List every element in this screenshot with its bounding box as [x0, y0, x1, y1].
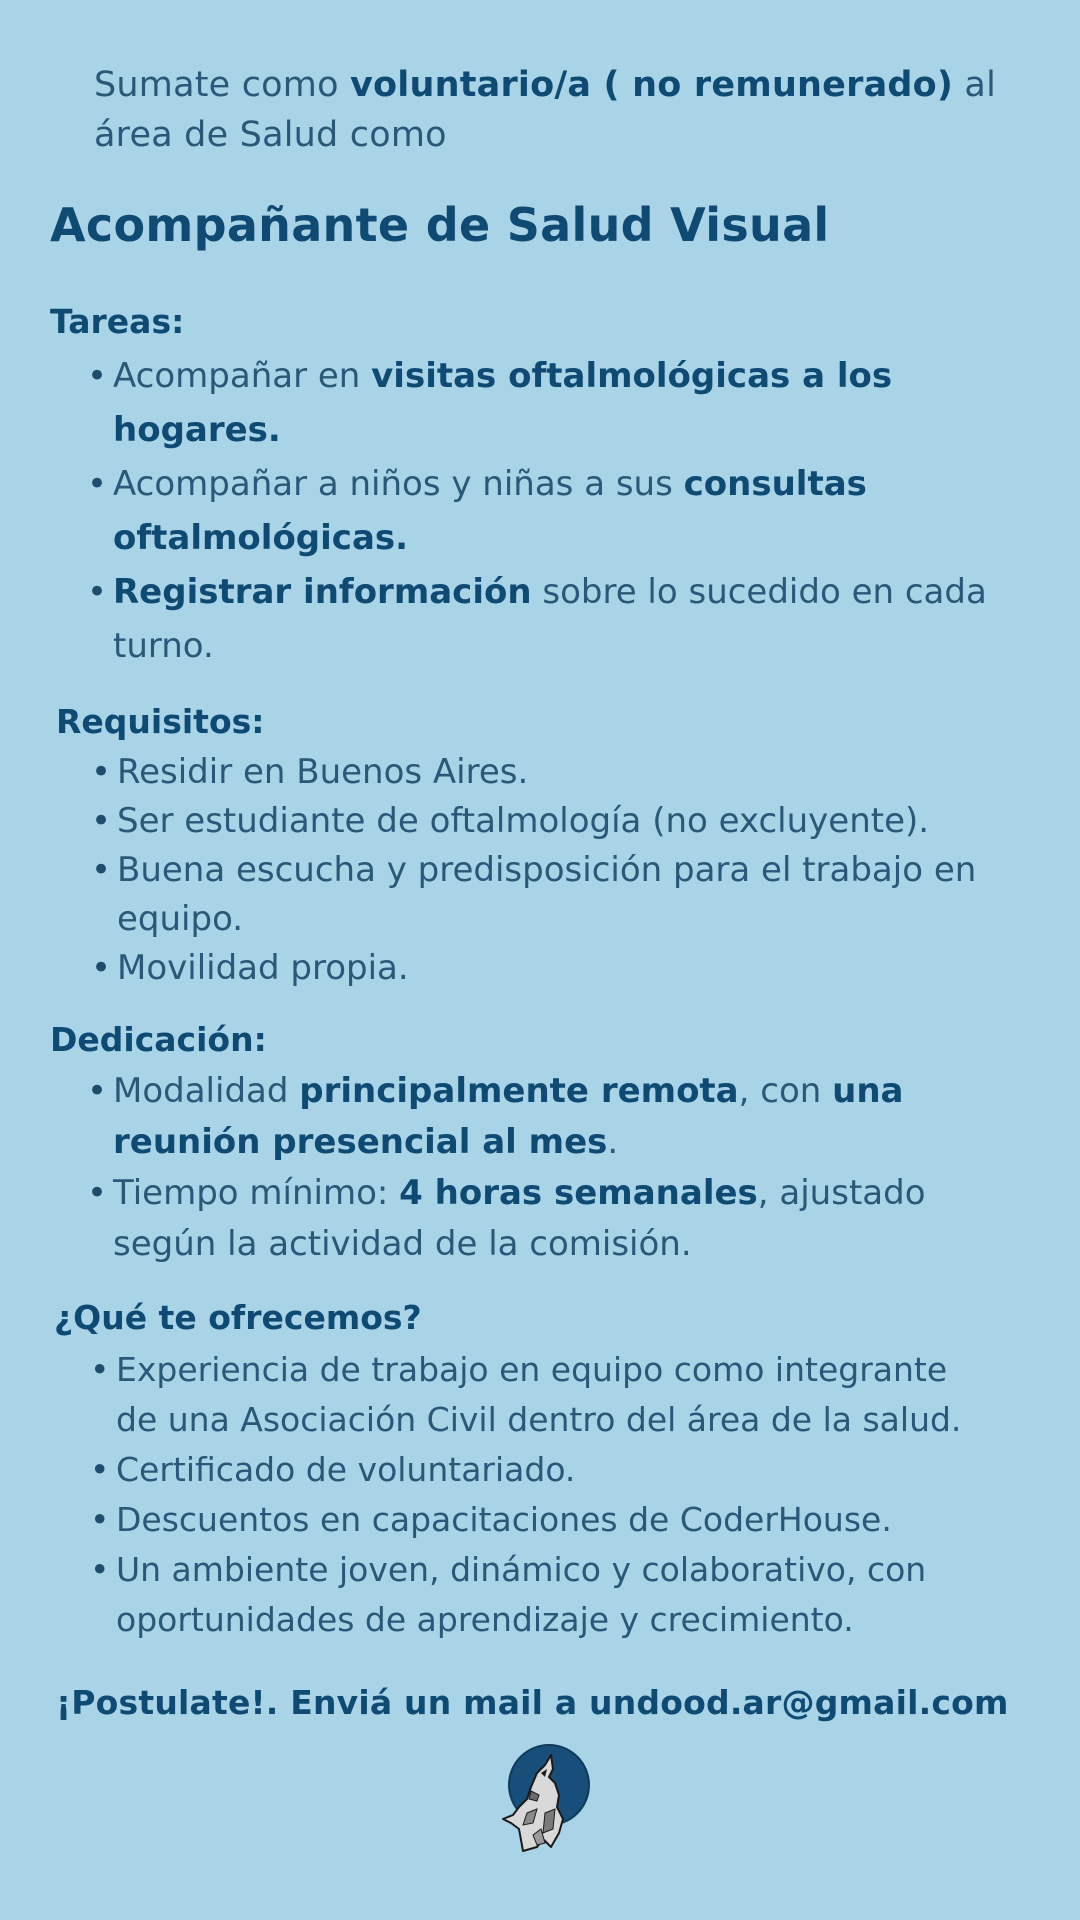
requisitos-list [91, 748, 1037, 993]
ofrecemos-heading: ¿Qué te ofrecemos? [54, 1298, 422, 1337]
dedicacion-heading: Dedicación: [50, 1020, 267, 1059]
bullet-icon: • [91, 801, 112, 841]
contact-email[interactable]: ¡Postulate!. Enviá un mail a undood.ar@gmail.com [56, 1683, 1009, 1722]
requisitos-heading: Requisitos: [56, 702, 265, 741]
intro-line-1: Sumate como voluntario/a ( no remunerado) al [94, 65, 996, 105]
list-item: • Experiencia de trabajo en equipo como integrante de una Asociación Civil dentro del área de la salud. [116, 1345, 1066, 1445]
list-item: • Registrar información sobre lo sucedido en cada turno. [113, 565, 1033, 673]
bullet-icon: • [87, 572, 108, 612]
tareas-heading: Tareas: [50, 302, 185, 341]
intro-text [94, 60, 1014, 160]
list-item: • Ser estudiante de oftalmología (no excluyente). [117, 797, 1037, 846]
intro-line-2: área de Salud como [94, 115, 447, 155]
bullet-icon: • [90, 1550, 110, 1589]
bullet-icon: • [87, 1071, 108, 1111]
bullet-icon: • [91, 948, 112, 988]
bullet-icon: • [87, 464, 108, 504]
bullet-icon: • [91, 752, 112, 792]
list-item: • Acompañar en visitas oftalmológicas a los hogares. [113, 349, 1033, 457]
bullet-icon: • [91, 850, 112, 890]
list-item: • Un ambiente joven, dinámico y colaborativo, con oportunidades de aprendizaje y crecimiento. [116, 1545, 1066, 1645]
bullet-icon: • [90, 1450, 110, 1489]
page-title: Acompañante de Salud Visual [50, 198, 830, 252]
intro-bold: voluntario/a ( no remunerado) [350, 65, 954, 105]
list-item: • Descuentos en capacitaciones de CoderHouse. [116, 1495, 1066, 1545]
bullet-icon: • [87, 356, 108, 396]
bullet-icon: • [90, 1500, 110, 1539]
list-item: • Modalidad principalmente remota, con una reunión presencial al mes. [113, 1066, 1053, 1168]
ofrecemos-list [90, 1345, 1066, 1645]
list-item: • Buena escucha y predisposición para el trabajo en equipo. [117, 846, 1037, 944]
bullet-icon: • [90, 1350, 110, 1389]
howling-wolf-moon-icon [493, 1743, 593, 1853]
logo-graphic [493, 1743, 593, 1853]
dedicacion-list [87, 1066, 1053, 1270]
bullet-icon: • [87, 1173, 108, 1213]
list-item: • Certificado de voluntariado. [116, 1445, 1066, 1495]
tareas-list [87, 349, 1033, 673]
list-item: • Tiempo mínimo: 4 horas semanales, ajustado según la actividad de la comisión. [113, 1168, 1053, 1270]
list-item: • Movilidad propia. [117, 944, 1037, 993]
list-item: • Acompañar a niños y niñas a sus consultas oftalmológicas. [113, 457, 1033, 565]
list-item: • Residir en Buenos Aires. [117, 748, 1037, 797]
